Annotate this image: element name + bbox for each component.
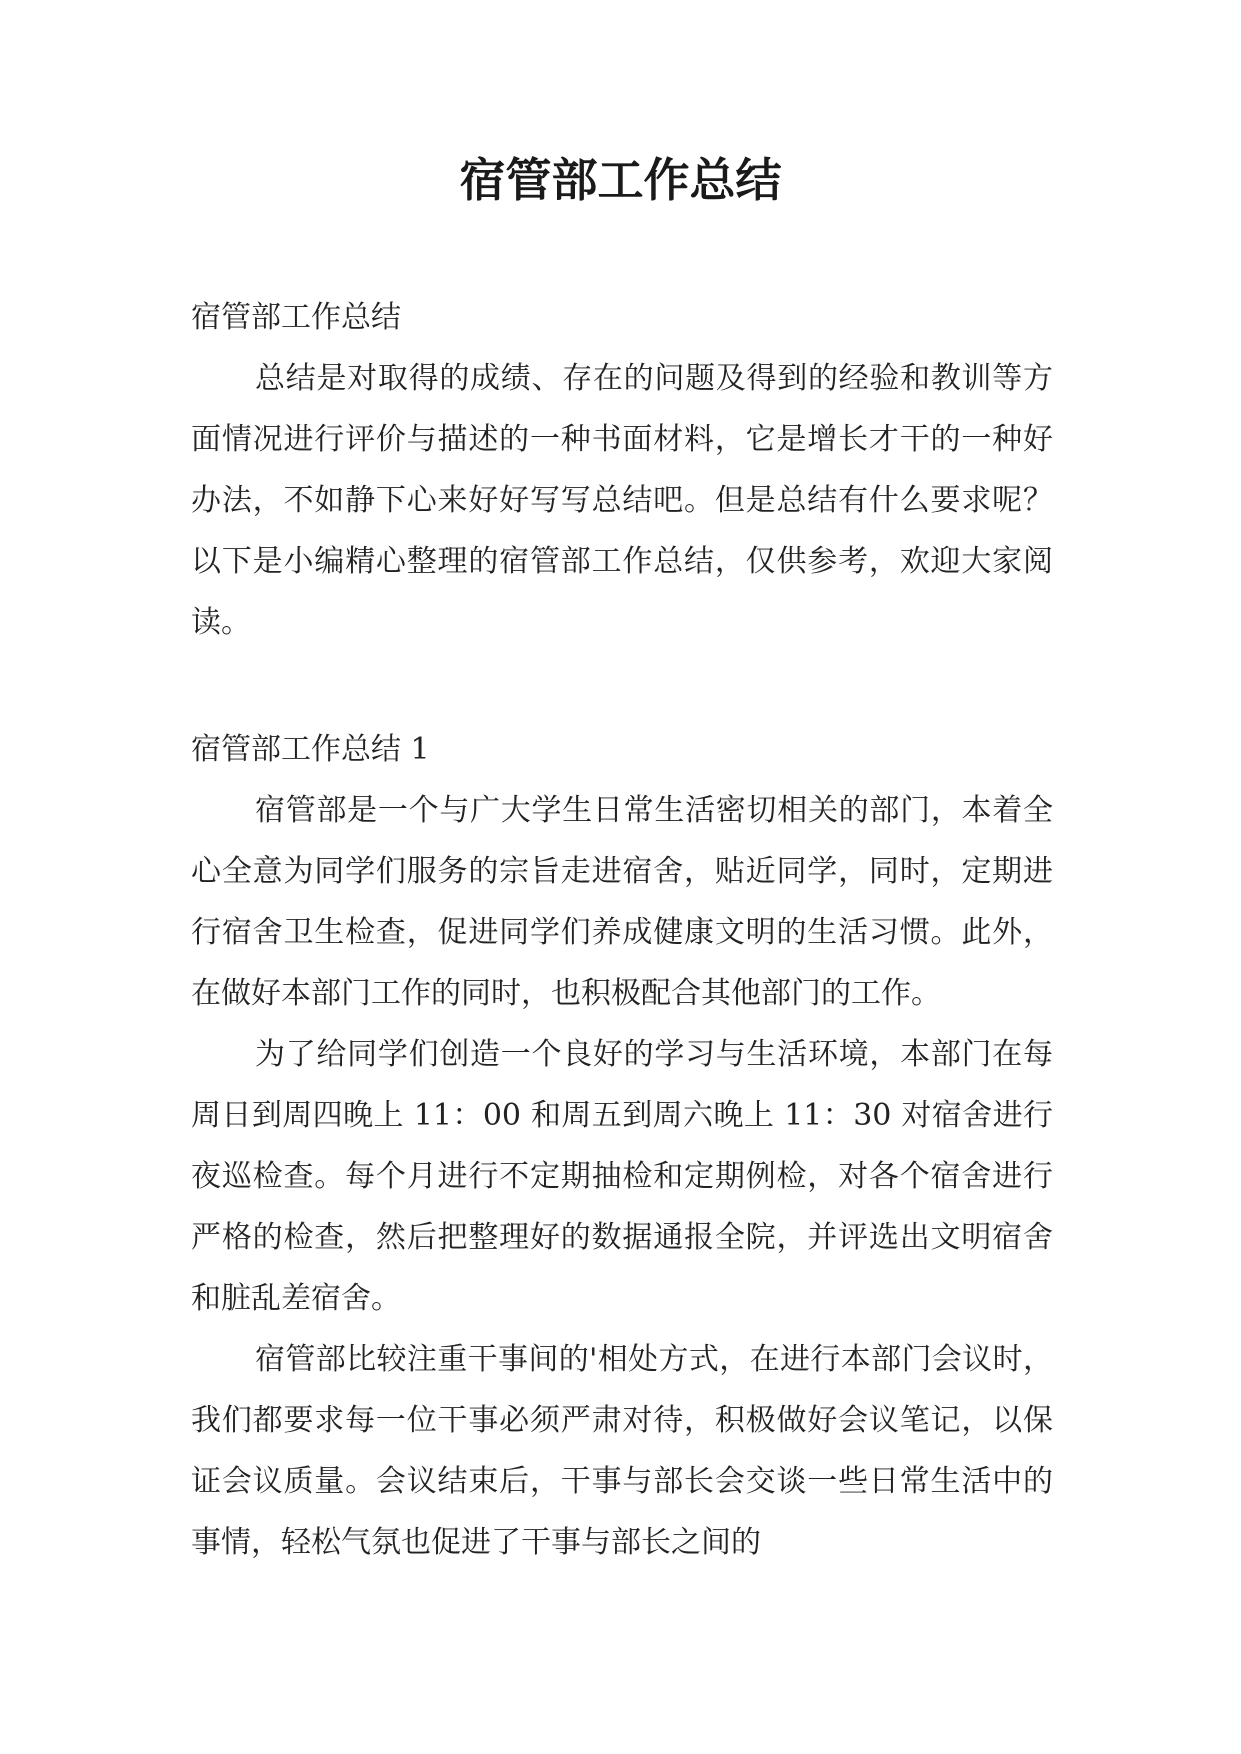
intro-heading: 宿管部工作总结 — [191, 300, 401, 335]
section-1-paragraph-1: 宿管部是一个与广大学生日常生活密切相关的部门，本着全心全意为同学们服务的宗旨走进宿舍，贴近同学，同时，定期进行宿舍卫生检查，促进同学们养成健康文明的生活习惯。此外，在做好本部门工作的同时，也积极配合其他部门的工作。 — [191, 793, 1053, 1011]
document-body — [191, 287, 1053, 1573]
intro-paragraph: 总结是对取得的成绩、存在的问题及得到的经验和教训等方面情况进行评价与描述的一种书面材料，它是增长才干的一种好办法，不如静下心来好好写写总结吧。但是总结有什么要求呢？以下是小编精心整理的宿管部工作总结，仅供参考，欢迎大家阅读。 — [191, 361, 1053, 640]
section-1-paragraph-3: 宿管部比较注重干事间的'相处方式，在进行本部门会议时，我们都要求每一位干事必须严肃对待，积极做好会议笔记，以保证会议质量。会议结束后，干事与部长会交谈一些日常生活中的事情，轻松气氛也促进了干事与部长之间的 — [191, 1342, 1053, 1560]
section-1-paragraph-2: 为了给同学们创造一个良好的学习与生活环境，本部门在每周日到周四晚上 11：00 和周五到周六晚上 11：30 对宿舍进行夜巡检查。每个月进行不定期抽检和定期例检，对各个宿舍进行严格的检查，然后把整理好的数据通报全院，并评选出文明宿舍和脏乱差宿舍。 — [191, 1037, 1053, 1316]
document-title: 宿管部工作总结 — [459, 153, 782, 207]
section-1-heading: 宿管部工作总结 1 — [191, 732, 430, 767]
section-spacer — [191, 653, 1053, 719]
